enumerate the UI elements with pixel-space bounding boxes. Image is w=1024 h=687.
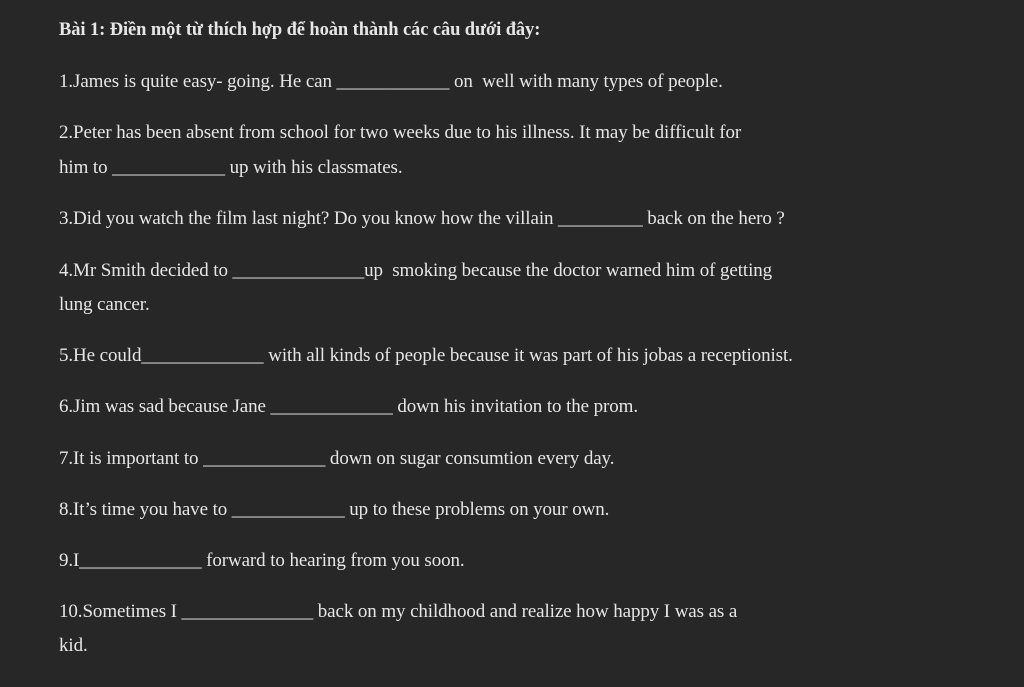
sentence-1-line: 1.James is quite easy- going. He can ____________ on well with many types of people. (59, 71, 723, 92)
exercise-title: Bài 1: Điền một từ thích hợp để hoàn thành các câu dưới đây: (59, 20, 541, 40)
sentence-9-line: 9.I_____________ forward to hearing from you soon. (59, 550, 465, 571)
sentence-4-line-2: lung cancer. (59, 294, 150, 315)
sentence-7-line: 7.It is important to _____________ down on sugar consumtion every day. (59, 448, 615, 469)
sentence-6-line: 6.Jim was sad because Jane _____________ down his invitation to the prom. (59, 396, 638, 417)
sentence-10-line-2: kid. (59, 635, 88, 656)
clipped-text-fragment (59, 678, 959, 687)
sentence-4-line-1: 4.Mr Smith decided to ______________up smoking because the doctor warned him of getting (59, 260, 773, 281)
sentence-10-line-1: 10.Sometimes I ______________ back on my childhood and realize how happy I was as a (59, 601, 738, 622)
sentence-2-line-2: him to ____________ up with his classmates. (59, 157, 403, 178)
sentence-8-line: 8.It’s time you have to ____________ up to these problems on your own. (59, 499, 610, 520)
sentence-2-line-1: 2.Peter has been absent from school for two weeks due to his illness. It may be difficult for (59, 122, 742, 143)
sentence-3-line: 3.Did you watch the film last night? Do you know how the villain _________ back on the hero ? (59, 208, 785, 229)
sentence-5-line: 5.He could_____________ with all kinds of people because it was part of his jobas a receptionist. (59, 345, 793, 366)
